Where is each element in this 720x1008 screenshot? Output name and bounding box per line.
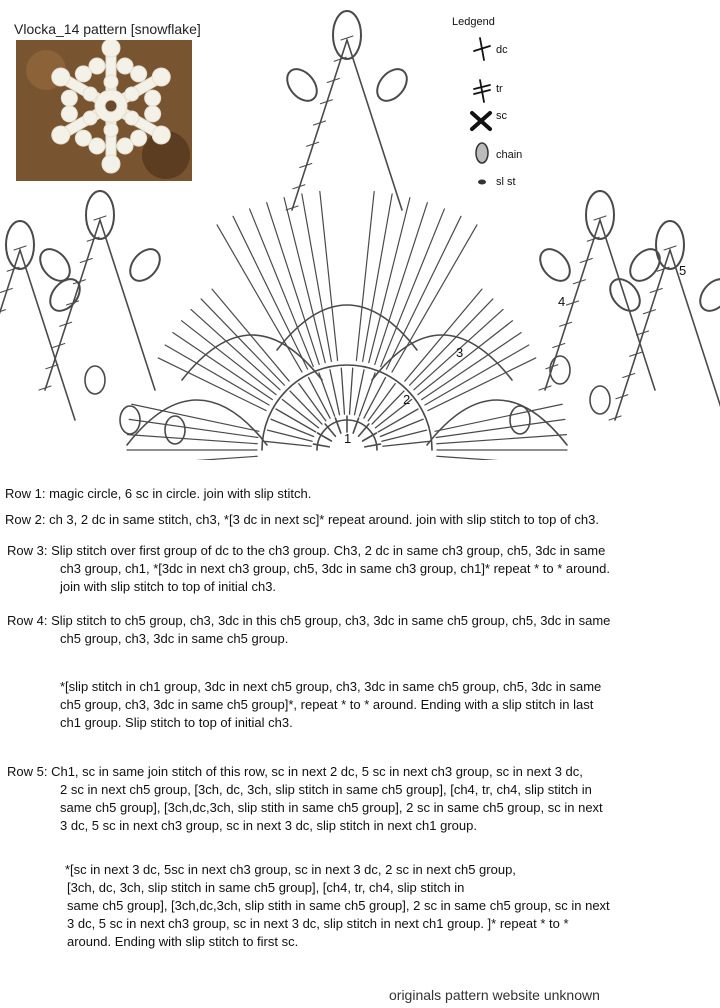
instruction-row-5-line-1: Row 5: Ch1, sc in same join stitch of this row, sc in next 2 dc, 5 sc in next ch3 group, sc in next 3 dc, [7, 764, 583, 779]
legend-label-slst: sl st [496, 176, 516, 188]
instruction-row-5-line-2: 2 sc in next ch5 group, [3ch, dc, 3ch, slip stitch in same ch5 group], [ch4, tr, ch4, slip stitch in [60, 782, 592, 797]
legend [452, 16, 552, 196]
instruction-row-5-repeat-line-2: [3ch, dc, 3ch, slip stitch in same ch5 group], [ch4, tr, ch4, slip stitch in [67, 880, 465, 895]
chart-row-number-2: 2 [403, 392, 411, 407]
instruction-row-4-repeat-line-1: *[slip stitch in ch1 group, 3dc in next ch5 group, ch3, 3dc in same ch5 group, ch5, 3dc in same [60, 679, 602, 694]
instruction-row-4-line-1: Row 4: Slip stitch to ch5 group, ch3, 3dc in this ch5 group, ch3, 3dc in same ch5 group, ch5, 3dc in same [7, 613, 611, 628]
legend-symbols [452, 16, 512, 196]
instruction-row-5-repeat-line-4: 3 dc, 5 sc in next ch3 group, sc in next 3 dc, slip stitch in next ch1 group. ]* repeat * to * [67, 916, 569, 931]
instruction-row-3-line-3: join with slip stitch to top of initial ch3. [60, 579, 277, 594]
chart-row-number-1: 1 [344, 431, 352, 446]
chart-row-number-5: 5 [679, 263, 687, 278]
pattern-title: Vlocka_14 pattern [snowflake] [14, 21, 201, 37]
double-crochet-icon [474, 38, 490, 60]
legend-label-sc: sc [496, 110, 507, 122]
instruction-row-5-line-3: same ch5 group], [3ch,dc,3ch, slip stith in same ch5 group], 2 sc in same ch5 group, sc in next [60, 800, 603, 815]
instruction-row-2: Row 2: ch 3, 2 dc in same stitch, ch3, *[3 dc in next sc]* repeat around. join with slip stitch to top of ch3. [5, 512, 599, 527]
chart-row-number-4: 4 [558, 294, 566, 309]
instruction-row-5-repeat-line-5: around. Ending with slip stitch to first sc. [67, 934, 299, 949]
snowflake-photo [16, 40, 192, 181]
legend-title: Ledgend [452, 16, 495, 28]
legend-label-chain: chain [496, 149, 523, 161]
instruction-row-5-repeat-line-3: same ch5 group], [3ch,dc,3ch, slip stith in same ch5 group], 2 sc in same ch5 group, sc in next [67, 898, 610, 913]
instruction-row-1: Row 1: magic circle, 6 sc in circle. join with slip stitch. [5, 486, 312, 501]
instruction-row-3-line-2: ch3 group, ch1, *[3dc in next ch3 group, ch5, 3dc in same ch3 group, ch1]* repeat * to * around. [60, 561, 610, 576]
instruction-row-4-repeat-line-3: ch1 group. Slip stitch to top of initial ch3. [60, 715, 293, 730]
chain-icon [476, 143, 488, 163]
instruction-row-5-repeat-line-1: *[sc in next 3 dc, 5sc in next ch3 group, sc in next 3 dc, 2 sc in next ch5 group, [65, 862, 516, 877]
instruction-row-4-line-2: ch5 group, ch3, 3dc in same ch5 group. [60, 631, 289, 646]
instruction-row-3-line-1: Row 3: Slip stitch over first group of dc to the ch3 group. Ch3, 2 dc in same ch3 group, ch5, 3dc in same [7, 543, 606, 558]
single-crochet-icon [472, 113, 490, 129]
source-note: originals pattern website unknown [389, 987, 600, 1003]
legend-label-tr: tr [496, 83, 503, 95]
treble-crochet-icon [474, 80, 490, 102]
instruction-row-4-repeat-line-2: ch5 group, ch3, 3dc in same ch5 group]*, repeat * to * around. Ending with a slip stitch in last [60, 697, 594, 712]
chart-row-number-3: 3 [456, 345, 464, 360]
instruction-row-5-line-4: 3 dc, 5 sc in next ch3 group, sc in next 3 dc, slip stitch in next ch1 group. [60, 818, 477, 833]
legend-label-dc: dc [496, 44, 508, 56]
slip-stitch-icon [478, 180, 486, 185]
